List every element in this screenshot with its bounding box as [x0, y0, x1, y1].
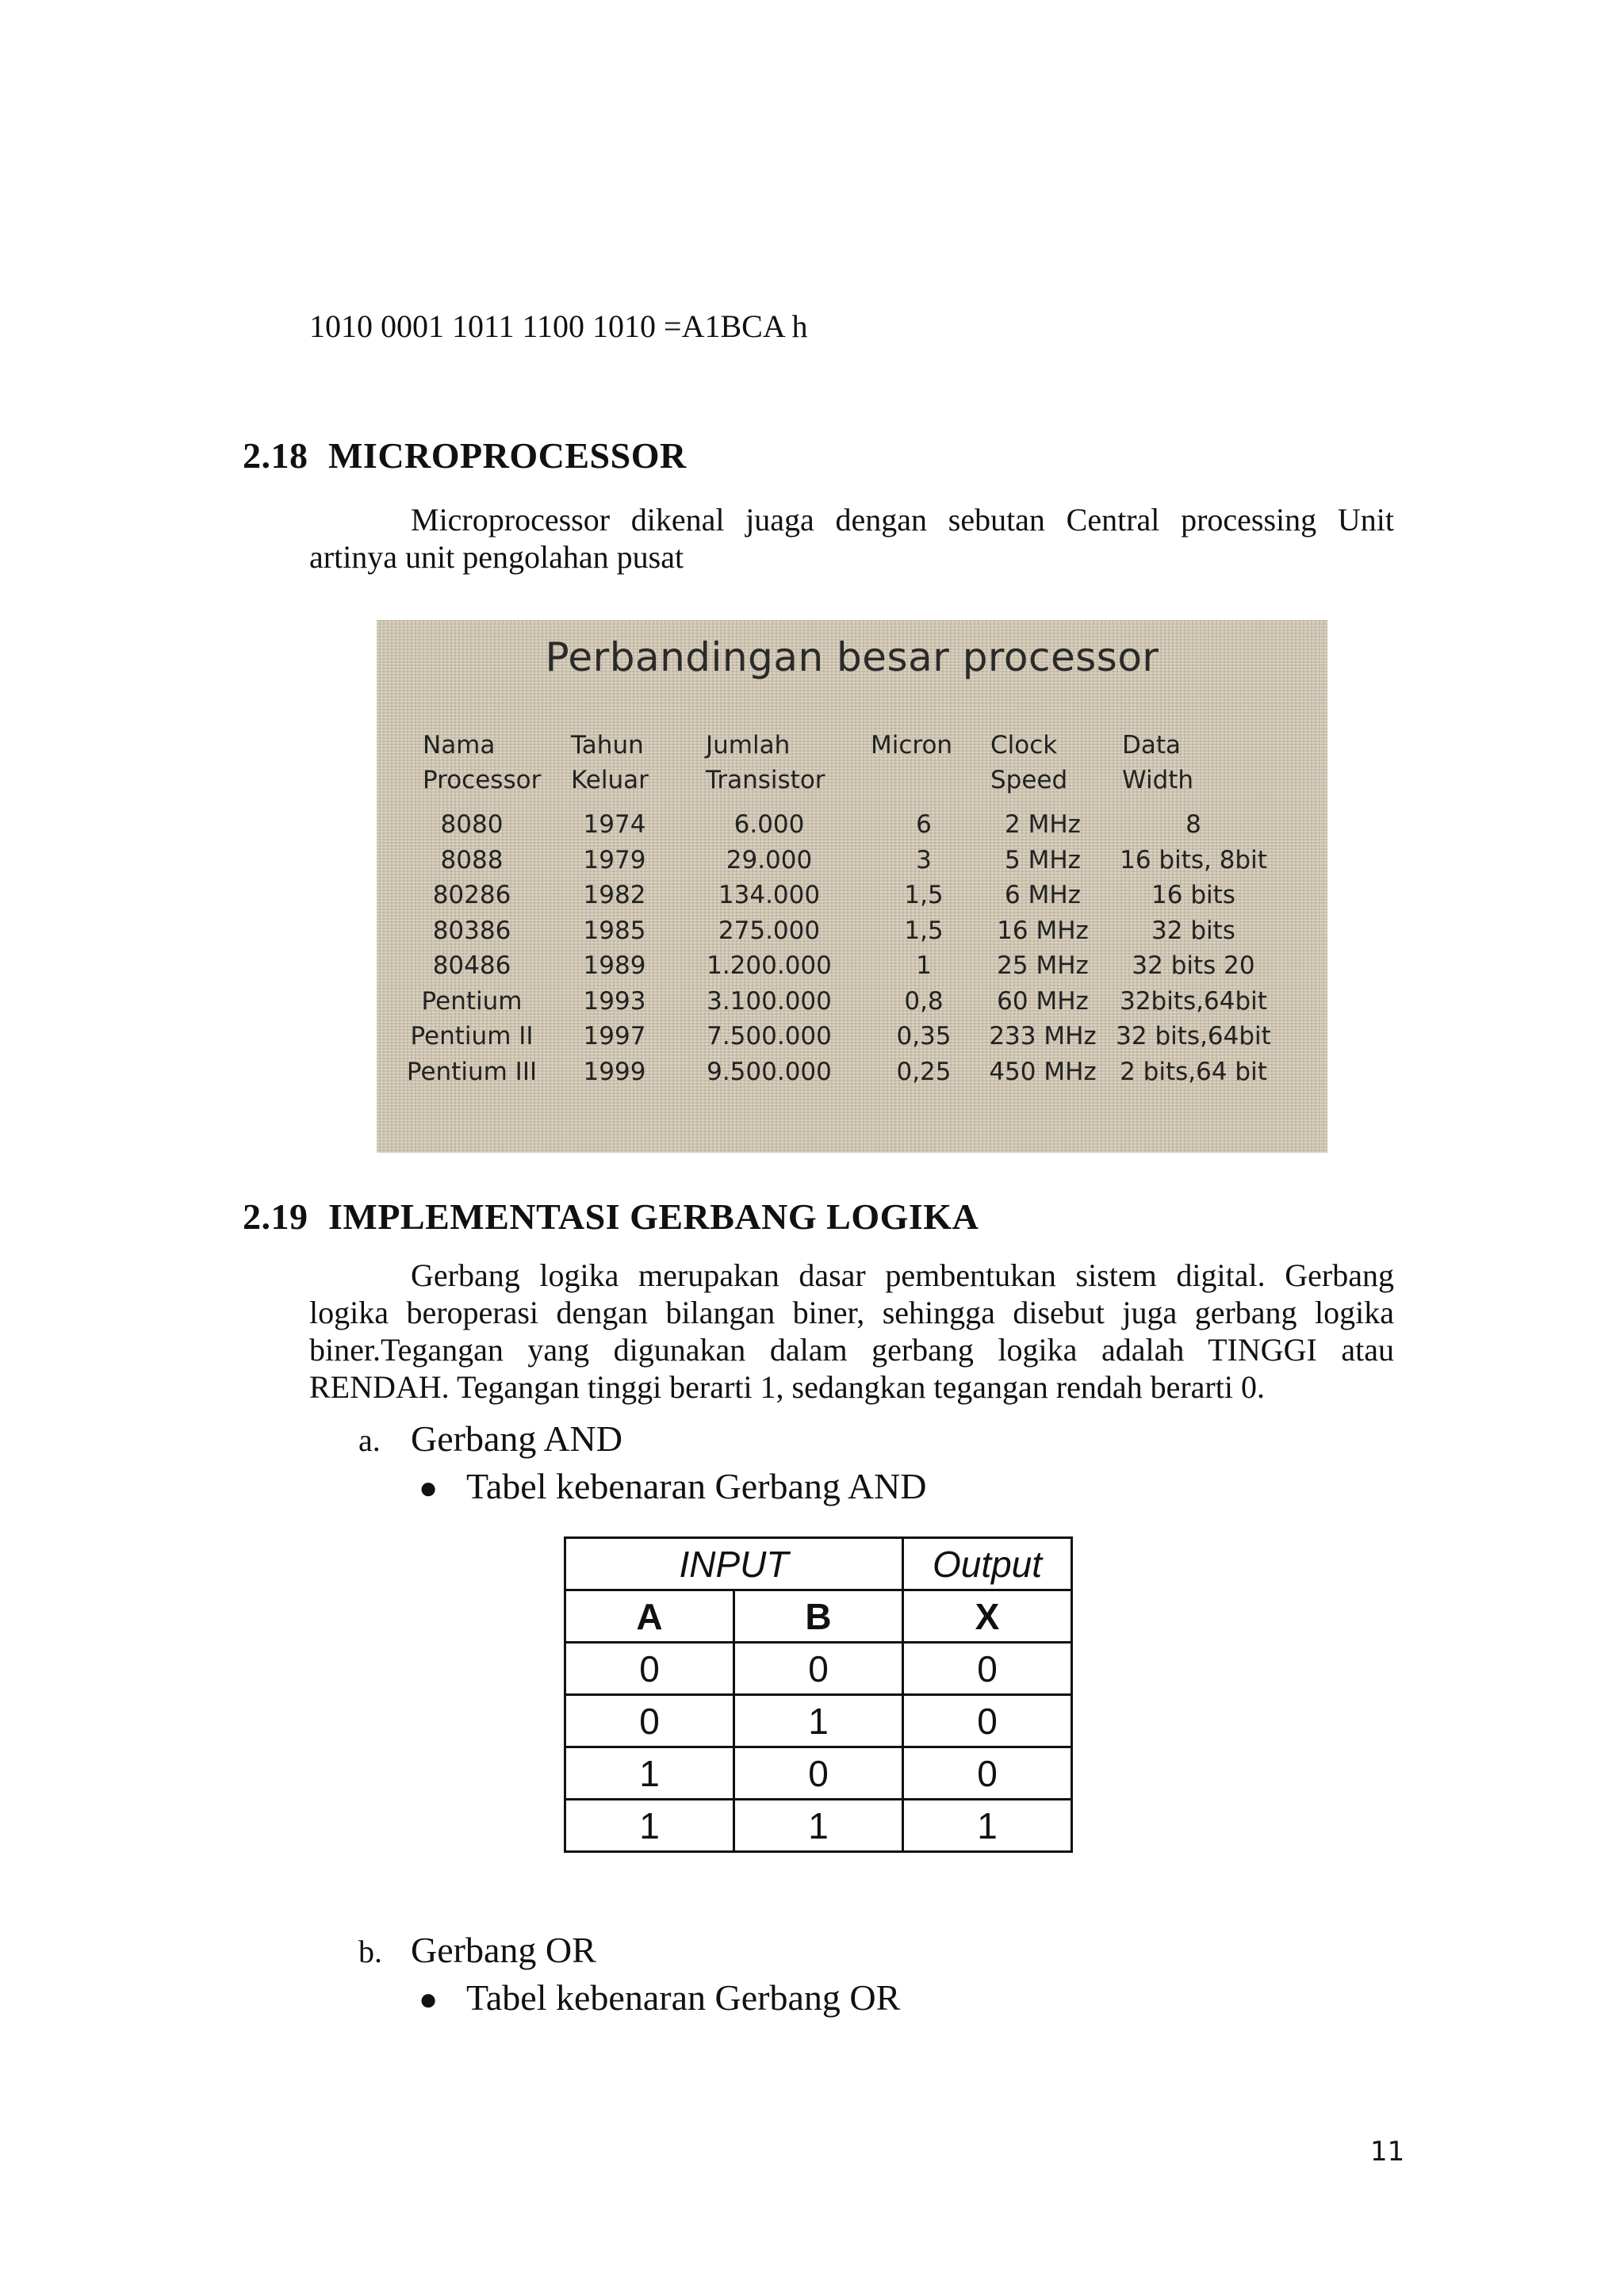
figure-cell: 25 MHz: [997, 951, 1089, 980]
table-cell: 0: [565, 1643, 734, 1695]
figure-cell: 8080: [440, 810, 504, 839]
bullet-and-truth-table: [412, 1465, 926, 1507]
figure-cell: 8: [1185, 810, 1201, 839]
figure-cell: 60 MHz: [997, 986, 1089, 1016]
figure-cell: 1974: [583, 810, 646, 839]
bullet-text: Tabel kebenaran Gerbang OR: [466, 1977, 901, 2018]
table-cell: 1: [734, 1800, 903, 1852]
figure-column-header: Micron: [871, 731, 953, 760]
figure-cell: 1997: [583, 1022, 646, 1050]
figure-cell: 32bits,64bit: [1120, 986, 1267, 1016]
table-row: [565, 1695, 1072, 1747]
logic-gate-paragraph: Gerbang logika merupakan dasar pembentukan sistem digital. Gerbang logika beroperasi dengan bilangan biner, sehingga disebut juga gerbang logika biner.Tegangan yang digunakan dalam gerbang logika adalah TINGGI atau RENDAH. Tegangan tinggi berarti 1, sedangkan tegangan rendah berarti 0.: [309, 1257, 1394, 1405]
table-cell: 0: [903, 1747, 1072, 1800]
section-heading-2-18: [243, 434, 687, 476]
list-item-and-gate: [358, 1418, 622, 1460]
figure-cell: 1985: [583, 916, 646, 945]
col-x-header: X: [903, 1590, 1072, 1643]
figure-cell: 7.500.000: [707, 1022, 832, 1050]
table-subheader-row: [565, 1590, 1072, 1643]
figure-column-header: Keluar: [571, 766, 649, 794]
figure-cell: 0,35: [896, 1022, 952, 1050]
figure-cell: 9.500.000: [707, 1057, 832, 1086]
bullet-text: Tabel kebenaran Gerbang AND: [466, 1466, 927, 1506]
figure-cell: 1993: [583, 986, 646, 1016]
table-cell: 1: [565, 1800, 734, 1852]
table-cell: 0: [734, 1643, 903, 1695]
figure-cell: 0,8: [904, 986, 944, 1016]
figure-cell: 1.200.000: [707, 951, 832, 980]
figure-cell: 134.000: [718, 881, 821, 909]
figure-cell: 1982: [583, 881, 646, 909]
table-cell: 0: [565, 1695, 734, 1747]
figure-cell: Pentium II: [410, 1022, 534, 1050]
hex-conversion-line: 1010 0001 1011 1100 1010 =A1BCA h: [309, 308, 808, 344]
figure-cell: 1989: [583, 951, 646, 980]
section-number: 2.19: [243, 1196, 308, 1237]
figure-column-header: Speed: [990, 766, 1068, 794]
output-header: Output: [903, 1538, 1072, 1590]
col-a-header: A: [565, 1590, 734, 1643]
figure-cell: 32 bits,64bit: [1116, 1022, 1271, 1050]
figure-cell: 5 MHz: [1005, 845, 1081, 874]
table-header-row: [565, 1538, 1072, 1590]
figure-cell: Pentium: [421, 986, 523, 1016]
figure-cell: 6.000: [733, 810, 805, 839]
input-header: INPUT: [565, 1538, 903, 1590]
section-number: 2.18: [243, 435, 308, 476]
figure-cell: 2 bits,64 bit: [1120, 1057, 1267, 1086]
figure-cell: 16 bits, 8bit: [1120, 845, 1267, 874]
list-marker: a.: [358, 1422, 381, 1458]
figure-cell: 6 MHz: [1005, 881, 1081, 909]
and-truth-table: [564, 1536, 1073, 1853]
bullet-or-truth-table: [412, 1976, 900, 2019]
figure-cell: 32 bits 20: [1132, 951, 1255, 980]
section-heading-2-19: [243, 1196, 979, 1238]
figure-column-header: Data: [1122, 731, 1182, 760]
figure-column-header: Tahun: [571, 731, 644, 760]
figure-cell: 1979: [583, 845, 646, 874]
table-row: [565, 1800, 1072, 1852]
figure-cell: Pentium III: [406, 1057, 538, 1086]
figure-cell: 3: [916, 845, 932, 874]
bullet-icon: ●: [419, 1470, 439, 1506]
processor-comparison-figure: [377, 620, 1327, 1153]
figure-cell: 275.000: [718, 916, 821, 945]
figure-cell: 16 bits: [1151, 881, 1235, 909]
figure-column-header: Transistor: [706, 766, 825, 794]
figure-column-header: Clock: [990, 731, 1058, 760]
figure-cell: 1,5: [904, 881, 944, 909]
figure-cell: 1: [916, 951, 932, 980]
section-title: MICROPROCESSOR: [328, 435, 687, 476]
table-cell: 0: [903, 1695, 1072, 1747]
figure-cell: 1999: [583, 1057, 646, 1086]
table-cell: 1: [565, 1747, 734, 1800]
figure-cell: 80486: [432, 951, 511, 980]
figure-cell: 29.000: [726, 845, 813, 874]
figure-cell: 3.100.000: [707, 986, 832, 1016]
table-cell: 0: [734, 1747, 903, 1800]
figure-column-header: Nama: [423, 731, 496, 760]
figure-cell: 450 MHz: [989, 1057, 1097, 1086]
figure-cell: 80386: [432, 916, 511, 945]
page-number: 11: [1370, 2136, 1405, 2168]
figure-cell: 2 MHz: [1005, 810, 1081, 839]
figure-cell: 16 MHz: [997, 916, 1089, 945]
figure-column-header: Width: [1122, 766, 1194, 794]
list-label: Gerbang OR: [411, 1930, 596, 1970]
figure-cell: 6: [916, 810, 932, 839]
figure-cell: 1,5: [904, 916, 944, 945]
table-row: [565, 1747, 1072, 1800]
table-row: [565, 1643, 1072, 1695]
figure-title: Perbandingan besar processor: [545, 634, 1159, 680]
figure-cell: 233 MHz: [989, 1022, 1097, 1050]
figure-cell: 32 bits: [1151, 916, 1235, 945]
figure-cell: 80286: [432, 881, 511, 909]
figure-column-header: Processor: [423, 766, 542, 794]
figure-cell: 8088: [440, 845, 504, 874]
microprocessor-paragraph: Microprocessor dikenal juaga dengan sebutan Central processing Unit artinya unit pengolahan pusat: [309, 502, 1394, 575]
table-cell: 1: [734, 1695, 903, 1747]
figure-cell: 0,25: [896, 1057, 952, 1086]
col-b-header: B: [734, 1590, 903, 1643]
section-title: IMPLEMENTASI GERBANG LOGIKA: [328, 1196, 979, 1237]
bullet-icon: ●: [419, 1981, 439, 2017]
figure-column-header: Jumlah: [706, 731, 791, 760]
list-item-or-gate: [358, 1929, 596, 1971]
table-cell: 0: [903, 1643, 1072, 1695]
list-marker: b.: [358, 1934, 382, 1969]
table-cell: 1: [903, 1800, 1072, 1852]
list-label: Gerbang AND: [411, 1418, 622, 1459]
